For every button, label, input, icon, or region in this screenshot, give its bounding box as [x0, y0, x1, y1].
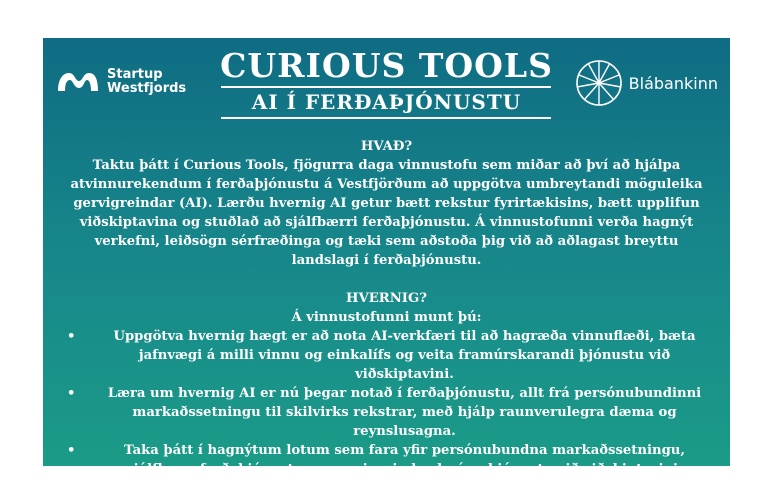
startup-westfjords-line2: Westfjords [107, 81, 187, 96]
list-item [65, 327, 708, 384]
list-item-text: Uppgötva hvernig hægt er að nota AI-verkfæri til að hagræða vinnuflæði, bæta jafnvægi á milli vinnu og einkalífs og veita framúrskarandi þjónustu við viðskiptavini. [113, 329, 696, 382]
startup-westfjords-line1: Startup [107, 67, 163, 82]
blabankinn-icon [574, 58, 624, 108]
page-subtitle: AI Í FERÐAÞJÓNUSTU [251, 90, 522, 114]
list-item-text: Læra um hvernig AI er nú þegar notað í ferðaþjónustu, allt frá persónubundinni markaðssetningu til skilvirks rekstrar, með hjálp raunverulegra dæma og reynslusagna. [107, 386, 702, 439]
bullet-icon: • [67, 329, 76, 344]
list-item-text: Taka þátt í hagnýtum lotum sem fara yfir persónubundna markaðssetningu, sjálfbæra ferðaþjónustu og gervigreindar-knúna þjónustu við viðskiptavini. [124, 443, 685, 477]
how-intro: Á vinnustofunni munt þú: [291, 310, 482, 325]
blabankinn-logo [574, 58, 718, 108]
how-list [65, 327, 708, 479]
event-card [43, 38, 730, 477]
blabankinn-wordmark: Blábankinn [628, 73, 718, 93]
title-underline-top [221, 86, 551, 88]
title-underline-bottom [221, 117, 551, 119]
card-body [65, 137, 708, 479]
list-item [65, 441, 708, 479]
page-title: CURIOUS TOOLS [220, 46, 553, 85]
how-heading: HVERNIG? [346, 291, 427, 306]
section-spacer [65, 270, 708, 289]
list-item [65, 384, 708, 441]
bullet-icon: • [67, 443, 76, 458]
what-text: Taktu þátt í Curious Tools, fjögurra daga vinnustofu sem miðar að því að hjálpa atvinnurekendum í ferðaþjónustu á Vestfjörðum að uppgötva umbreytandi möguleika gervigreindar (AI). Lærðu hvernig AI getur bætt rekstur fyrirtækisins, bætt upplifun viðskiptavina og stuðlað að sjálfbærri ferðaþjónustu. Á vinnustofunni verða hagnýt verkefni, leiðsögn sérfræðinga og tæki sem aðstoða þig við að aðlagast breyttu landslagi í ferðaþjónustu. [70, 158, 703, 268]
what-heading: HVAÐ? [360, 139, 413, 154]
bullet-icon: • [67, 386, 76, 401]
